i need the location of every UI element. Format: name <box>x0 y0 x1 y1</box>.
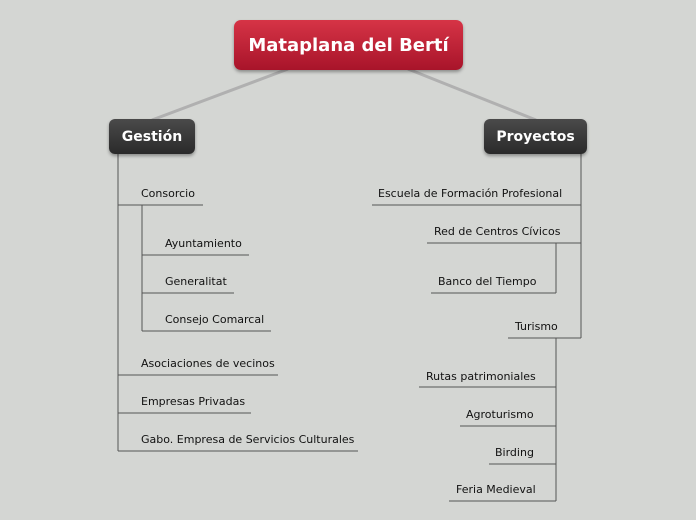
topic-consejo-comarcal[interactable]: Consejo Comarcal <box>165 313 265 326</box>
topic-empresas-privadas[interactable]: Empresas Privadas <box>141 395 246 408</box>
root-to-gestion-connector <box>152 69 288 120</box>
topic-gabo[interactable]: Gabo. Empresa de Servicios Culturales <box>141 433 355 446</box>
topic-escuela-formacion[interactable]: Escuela de Formación Profesional <box>378 187 563 200</box>
topic-ayuntamiento[interactable]: Ayuntamiento <box>165 237 242 250</box>
topic-asociaciones-de-vecinos[interactable]: Asociaciones de vecinos <box>141 357 275 370</box>
topic-red-centros-civicos[interactable]: Red de Centros Cívicos <box>434 225 561 238</box>
central-topic[interactable]: Mataplana del Bertí <box>234 20 463 70</box>
topic-generalitat[interactable]: Generalitat <box>165 275 227 288</box>
topic-consorcio[interactable]: Consorcio <box>141 187 195 200</box>
main-topic-proyectos[interactable]: Proyectos <box>484 119 587 154</box>
topic-banco-del-tiempo[interactable]: Banco del Tiempo <box>438 275 537 288</box>
topic-rutas-patrimoniales[interactable]: Rutas patrimoniales <box>426 370 536 383</box>
topic-agroturismo[interactable]: Agroturismo <box>466 408 534 421</box>
topic-feria-medieval[interactable]: Feria Medieval <box>456 483 536 496</box>
main-topic-gestion[interactable]: Gestión <box>109 119 195 154</box>
topic-birding[interactable]: Birding <box>495 446 534 459</box>
root-to-proyectos-connector <box>408 69 536 120</box>
topic-turismo[interactable]: Turismo <box>515 320 558 333</box>
